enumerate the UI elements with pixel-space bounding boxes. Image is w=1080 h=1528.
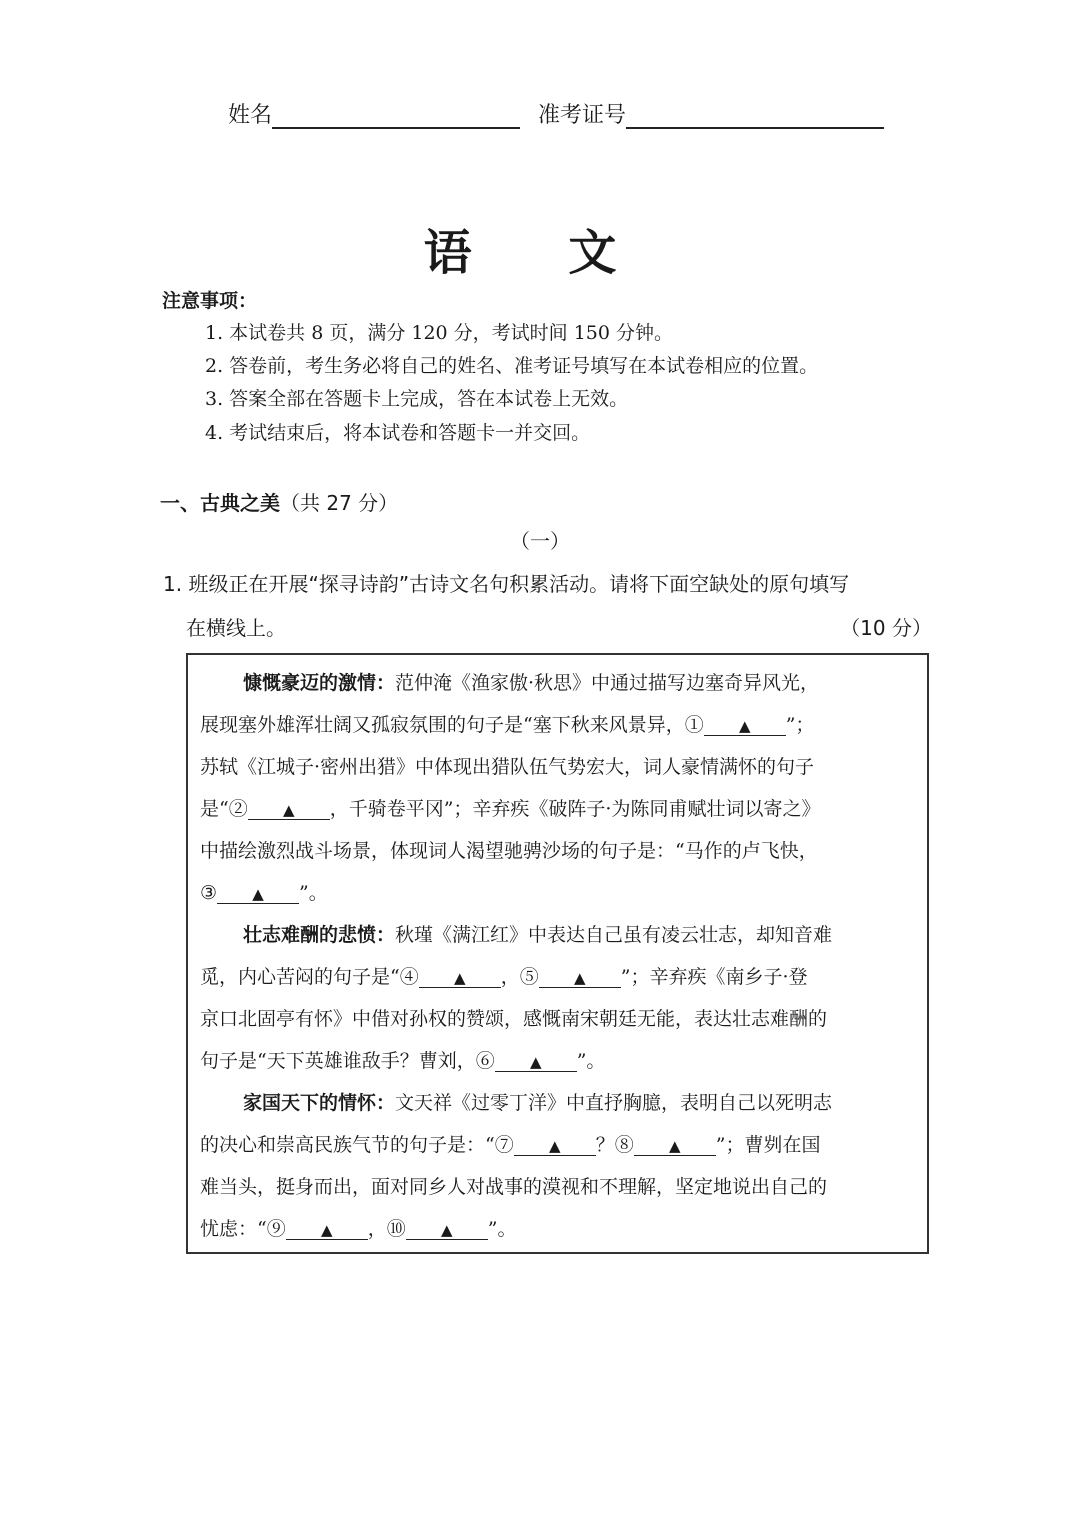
answer-blank-9[interactable]: ▲ bbox=[286, 1221, 368, 1240]
box-line: 是“② ▲ ，千骑卷平冈”；辛弃疾《破阵子·为陈同甫赋壮词以寄之》 bbox=[200, 798, 821, 820]
section-heading bbox=[160, 487, 398, 516]
box-line: 觅，内心苦闷的句子是“④ ▲ ，⑤ ▲ ”；辛弃疾《南乡子·登 bbox=[200, 966, 808, 988]
exam-id-field[interactable] bbox=[626, 103, 884, 129]
notice-item: 3. 答案全部在答题卡上完成，答在本试卷上无效。 bbox=[205, 388, 629, 410]
notice-item: 2. 答卷前，考生务必将自己的姓名、准考证号填写在本试卷相应的位置。 bbox=[205, 355, 819, 377]
answer-blank-2[interactable]: ▲ bbox=[248, 801, 330, 820]
section-title: 一、古典之美 bbox=[160, 491, 280, 515]
header-fields bbox=[228, 98, 884, 129]
page-title: 语 文 bbox=[423, 225, 657, 281]
answer-blank-5[interactable]: ▲ bbox=[539, 969, 621, 988]
paragraph-lead: 家国天下的情怀： bbox=[243, 1092, 396, 1114]
answer-blank-8[interactable]: ▲ bbox=[634, 1137, 716, 1156]
box-line: ③ ▲ ”。 bbox=[200, 882, 328, 904]
question-1-text: 1. 班级正在开展“探寻诗韵”古诗文名句积累活动。请将下面空缺处的原句填写 bbox=[163, 572, 850, 596]
section-score: （共 27 分） bbox=[280, 491, 399, 515]
question-box bbox=[186, 653, 929, 1254]
box-line: 难当头，挺身而出，面对同乡人对战事的漠视和不理解，坚定地说出自己的 bbox=[200, 1176, 828, 1198]
box-line: 的决心和崇高民族气节的句子是：“⑦ ▲ ？⑧ ▲ ”；曹刿在国 bbox=[200, 1134, 821, 1156]
answer-blank-4[interactable]: ▲ bbox=[419, 969, 501, 988]
box-line: 壮志难酬的悲愤：秋瑾《满江红》中表达自己虽有凌云壮志，却知音难 bbox=[243, 924, 833, 946]
box-line: 句子是“天下英雄谁敌手？曹刘，⑥ ▲ ”。 bbox=[200, 1050, 606, 1072]
exam-id-label: 准考证号 bbox=[538, 103, 627, 128]
question-1-score: （10 分） bbox=[840, 616, 932, 640]
notice-item: 1. 本试卷共 8 页，满分 120 分，考试时间 150 分钟。 bbox=[205, 322, 674, 344]
notice-item: 4. 考试结束后，将本试卷和答题卡一并交回。 bbox=[205, 422, 591, 444]
paragraph-lead: 慷慨豪迈的激情： bbox=[243, 672, 396, 694]
answer-blank-10[interactable]: ▲ bbox=[406, 1221, 488, 1240]
answer-blank-1[interactable]: ▲ bbox=[704, 717, 786, 736]
box-line: 展现塞外雄浑壮阔又孤寂氛围的句子是“塞下秋来风景异，① ▲ ”； bbox=[200, 714, 815, 736]
name-label: 姓名 bbox=[228, 103, 273, 128]
paragraph-lead: 壮志难酬的悲愤： bbox=[243, 924, 396, 946]
box-line: 苏轼《江城子·密州出猎》中体现出猎队伍气势宏大，词人豪情满怀的句子 bbox=[200, 756, 815, 778]
answer-blank-7[interactable]: ▲ bbox=[514, 1137, 596, 1156]
box-line: 家国天下的情怀：文天祥《过零丁洋》中直抒胸臆，表明自己以死明志 bbox=[243, 1092, 833, 1114]
box-line: 京口北固亭有怀》中借对孙权的赞颂，感慨南宋朝廷无能，表达壮志难酬的 bbox=[200, 1008, 828, 1030]
box-line: 中描绘激烈战斗场景，体现词人渴望驰骋沙场的句子是：“马作的卢飞快， bbox=[200, 840, 818, 862]
name-field[interactable] bbox=[272, 103, 520, 129]
box-line: 慷慨豪迈的激情：范仲淹《渔家傲·秋思》中通过描写边塞奇异风光， bbox=[243, 672, 820, 694]
notice-title: 注意事项： bbox=[162, 290, 258, 312]
box-line: 忧虑：“⑨ ▲ ，⑩ ▲ ”。 bbox=[200, 1218, 517, 1240]
answer-blank-3[interactable]: ▲ bbox=[217, 885, 299, 904]
subsection-number: （一） bbox=[510, 529, 570, 553]
answer-blank-6[interactable]: ▲ bbox=[495, 1053, 577, 1072]
question-1-text-cont: 在横线上。 bbox=[186, 616, 286, 640]
